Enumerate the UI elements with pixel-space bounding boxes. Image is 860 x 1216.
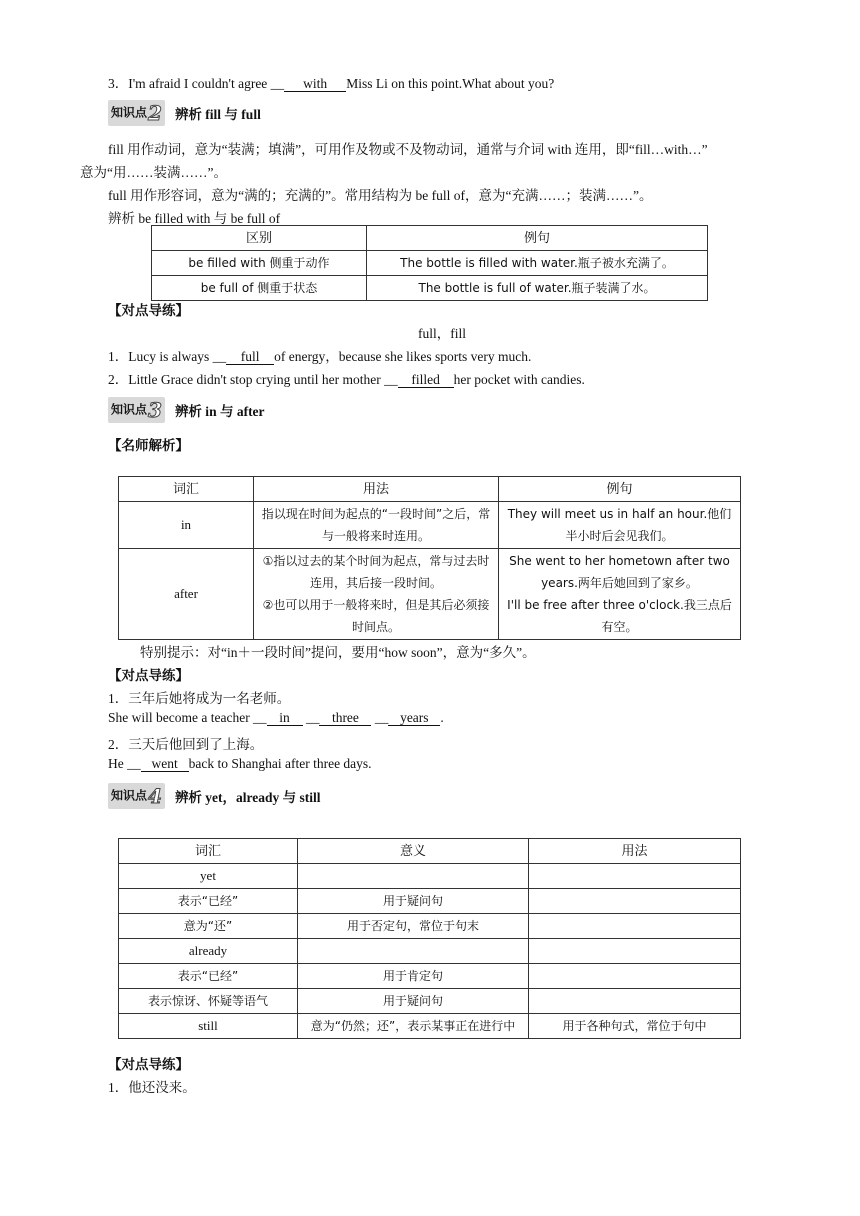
table-row: yet: [119, 864, 741, 889]
answer-blank: three: [319, 710, 371, 726]
practice-heading: 【对点导练】: [108, 303, 189, 318]
paragraph: 意为“用……装满……”。: [80, 165, 227, 180]
question-1: 1．Lucy is always __ full of energy，because she likes sports very much.: [108, 349, 532, 364]
question-1-cn: 1．他还没来。: [108, 1080, 196, 1095]
section-4-heading: [108, 783, 321, 809]
paragraph: 辨析 be filled with 与 be full of: [108, 211, 281, 226]
table-header: 区别: [152, 226, 367, 251]
question-2-cn: 2．三天后他回到了上海。: [108, 737, 264, 752]
table-header: 用法: [254, 477, 499, 502]
section-title: 辨析 fill 与 full: [174, 107, 261, 122]
practice-heading: 【对点导练】: [108, 1057, 189, 1072]
practice-heading: 【对点导练】: [108, 668, 189, 683]
question-3: 3．I'm afraid I couldn't agree __ with Miss Li on this point.What about you?: [108, 76, 555, 91]
analysis-heading: 【名师解析】: [108, 438, 189, 453]
answer-blank: with: [284, 76, 346, 92]
table-header: 用法: [529, 839, 741, 864]
in-after-table: [118, 476, 741, 640]
answer-blank: in: [267, 710, 303, 726]
section-title: 辨析 in 与 after: [174, 404, 265, 419]
question-1: She will become a teacher __ in __ three __ years .: [108, 710, 444, 725]
question-2: He __ went back to Shanghai after three days.: [108, 756, 372, 771]
table-header: 词汇: [119, 477, 254, 502]
table-row: already: [119, 939, 741, 964]
answer-blank: went: [141, 756, 189, 772]
table-row: 意为“还” 用于否定句，常位于句末: [119, 914, 741, 939]
paragraph: full 用作形容词，意为“满的；充满的”。常用结构为 be full of，意为“充满……；装满……”。: [108, 188, 653, 203]
section-3-heading: [108, 397, 265, 423]
answer-blank: filled: [398, 372, 454, 388]
table-header: 意义: [298, 839, 529, 864]
table-header: 例句: [499, 477, 741, 502]
knowledge-badge: 知识点4: [108, 783, 165, 809]
table-row: 表示惊讶、怀疑等语气 用于疑问句: [119, 989, 741, 1014]
section-title: 辨析 yet，already 与 still: [174, 790, 321, 805]
word-bank: full，fill: [418, 326, 466, 341]
table-row: 表示“已经” 用于肯定句: [119, 964, 741, 989]
table-row: 表示“已经” 用于疑问句: [119, 889, 741, 914]
table-row: be full of 侧重于状态 The bottle is full of water.瓶子装满了水。: [152, 276, 708, 301]
table-row: in 指以现在时间为起点的“一段时间”之后，常与一般将来时连用。 They will meet us in half an hour.他们半小时后会见我们。: [119, 502, 741, 549]
question-2: 2．Little Grace didn't stop crying until her mother __ filled her pocket with candies.: [108, 372, 585, 387]
answer-blank: full: [226, 349, 274, 365]
yet-already-still-table: [118, 838, 741, 1039]
section-2-heading: [108, 100, 261, 126]
paragraph: fill 用作动词，意为“装满；填满”，可用作及物或不及物动词，通常与介词 with 连用，即“fill…with…”: [108, 142, 708, 157]
table-header: 词汇: [119, 839, 298, 864]
question-1-cn: 1．三年后她将成为一名老师。: [108, 691, 291, 706]
fill-full-table: [151, 225, 708, 301]
answer-blank: years: [388, 710, 440, 726]
table-header: 例句: [367, 226, 708, 251]
knowledge-badge: 知识点3: [108, 397, 165, 423]
knowledge-badge: 知识点2: [108, 100, 165, 126]
tip: 特别提示：对“in＋一段时间”提问，要用“how soon”，意为“多久”。: [140, 645, 536, 660]
table-row: after ①指以过去的某个时间为起点，常与过去时连用，其后接一段时间。 ②也可以用于一般将来时，但是其后必须接时间点。 She went to her hometown after two years.两年后她回到了家乡。 I'll be free after three o'clock.我三点后有空。: [119, 549, 741, 640]
table-row: still 意为“仍然；还”，表示某事正在进行中 用于各种句式，常位于句中: [119, 1014, 741, 1039]
table-row: be filled with 侧重于动作 The bottle is filled with water.瓶子被水充满了。: [152, 251, 708, 276]
